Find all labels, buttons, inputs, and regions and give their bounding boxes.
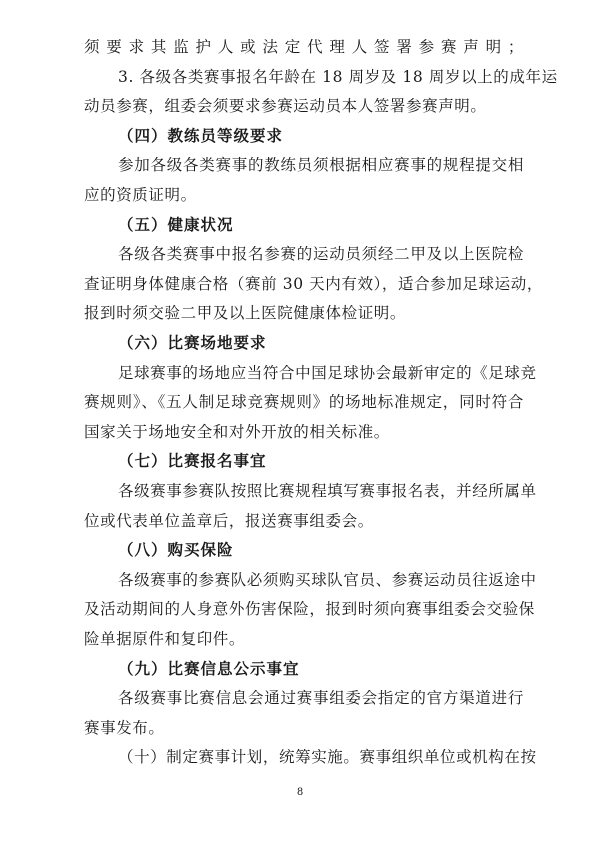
paragraph-line: 国家关于场地安全和对外开放的相关标准。 <box>84 423 390 441</box>
paragraph-line: 足球赛事的场地应当符合中国足球协会最新审定的《足球竞 <box>118 364 537 382</box>
section-heading: （九）比赛信息公示事宜 <box>118 660 300 678</box>
paragraph-line: 及活动期间的人身意外伤害保险，报到时须向赛事组委会交验保 <box>84 600 535 618</box>
body-line: 动员参赛，组委会须要求参赛运动员本人签署参赛声明。 <box>84 97 487 115</box>
body-line: 须要求其监护人或法定代理人签署参赛声明； <box>84 38 524 56</box>
paragraph-line: 位或代表单位盖章后，报送赛事组委会。 <box>84 512 374 530</box>
paragraph-line: 报到时须交验二甲及以上医院健康体检证明。 <box>84 304 407 322</box>
paragraph-line: 各级赛事比赛信息会通过赛事组委会指定的官方渠道进行 <box>118 689 524 707</box>
list-item-3: 3. 各级各类赛事报名年龄在 18 周岁及 18 周岁以上的成年运 <box>118 68 558 86</box>
section-heading-7: （七）比赛报名事宜 <box>118 452 267 470</box>
paragraph-line: 险单据原件和复印件。 <box>84 630 246 648</box>
paragraph-line: 应的资质证明。 <box>84 186 197 204</box>
paragraph-line: 赛事发布。 <box>84 719 165 737</box>
paragraph-line: （十）制定赛事计划，统筹实施。赛事组织单位或机构在按 <box>118 748 537 766</box>
paragraph-line: 查证明身体健康合格（赛前 30 天内有效），适合参加足球运动， <box>84 275 543 293</box>
paragraph-line: 参加各级各类赛事的教练员须根据相应赛事的规程提交相 <box>118 156 524 174</box>
paragraph-line: 各级赛事参赛队按照比赛规程填写赛事报名表，并经所属单 <box>118 482 537 500</box>
page-number: 8 <box>296 787 304 798</box>
section-heading-5: （五）健康状况 <box>118 216 234 234</box>
paragraph-line: 各级赛事的参赛队必须购买球队官员、参赛运动员往返途中 <box>118 571 537 589</box>
paragraph-line: 各级各类赛事中报名参赛的运动员须经二甲及以上医院检 <box>118 245 524 263</box>
section-heading-4: （四）教练员等级要求 <box>118 127 284 145</box>
section-heading-6: （六）比赛场地要求 <box>118 334 267 352</box>
paragraph-line: 赛规则》、《五人制足球竞赛规则》的场地标准规定，同时符合 <box>84 393 524 411</box>
section-heading-8: （八）购买保险 <box>118 541 234 559</box>
